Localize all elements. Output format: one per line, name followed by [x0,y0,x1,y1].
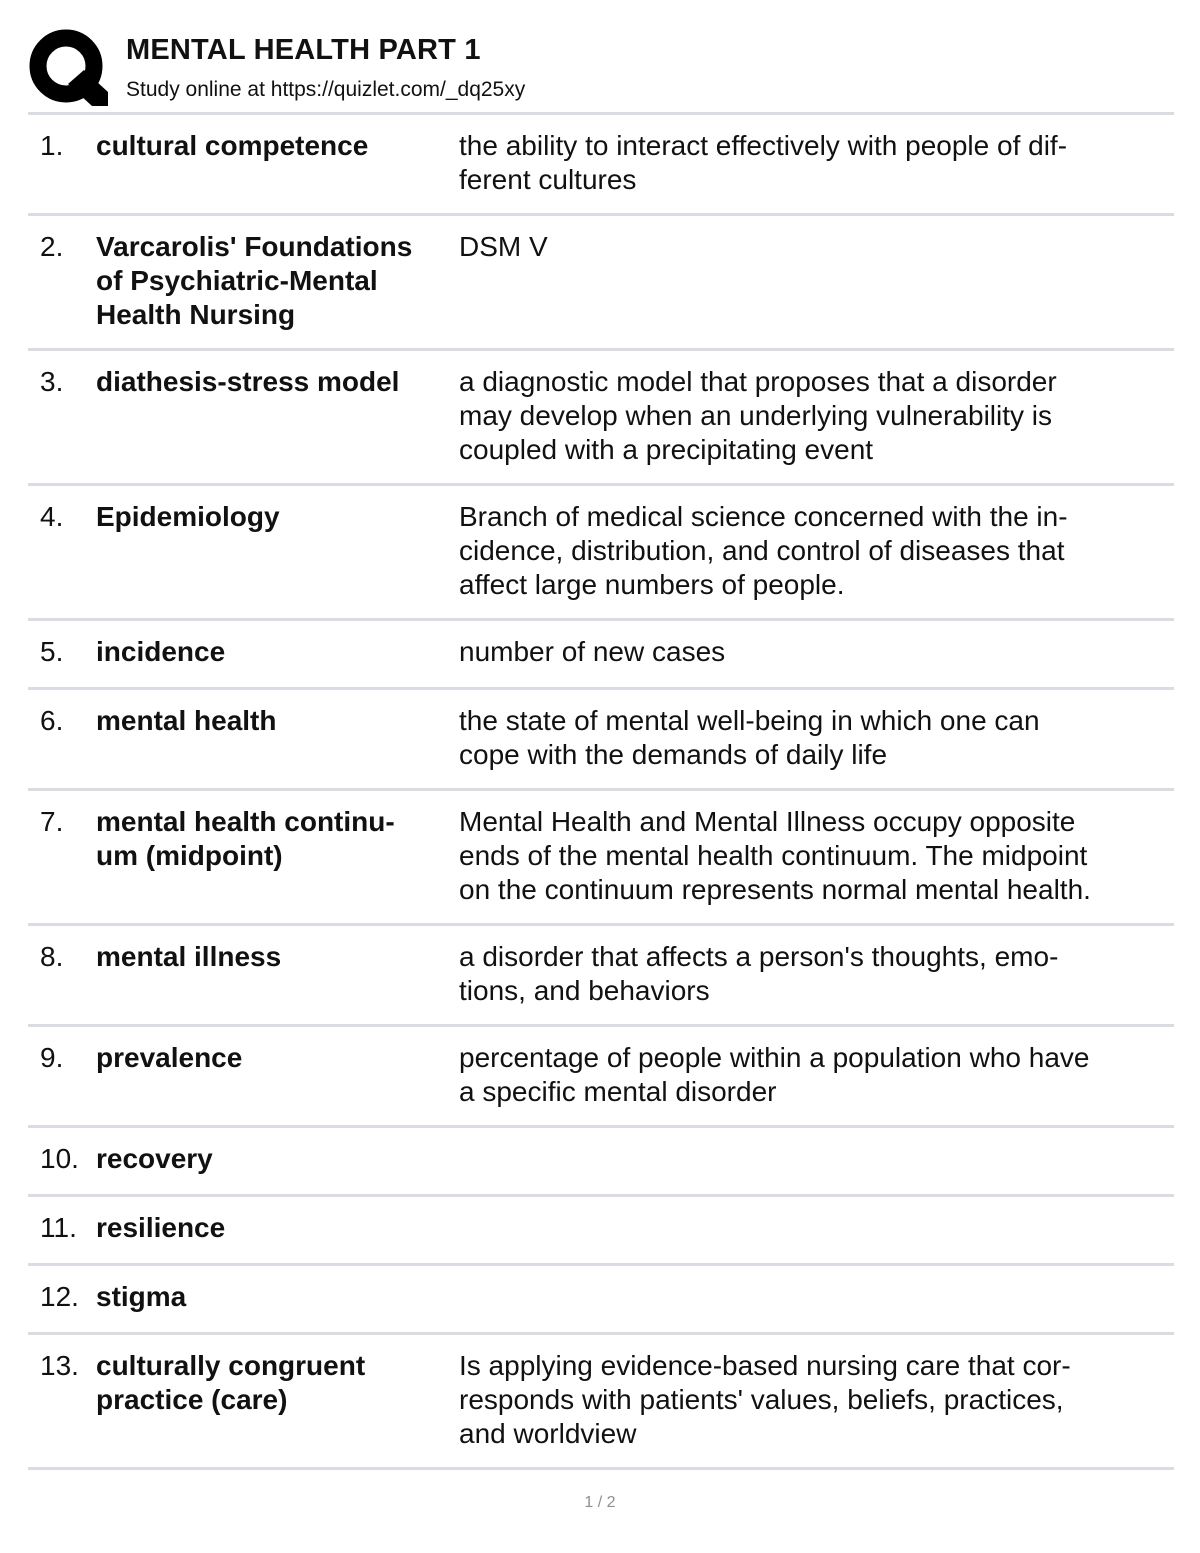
card-term [96,1280,458,1314]
card-term [96,805,458,873]
card-definition-line: ferent cultures [459,164,637,195]
card-definition-line: a disorder that affects a person's thoughts, emo- [459,941,1059,972]
card-term-line: resilience [96,1212,226,1243]
card-term [96,1211,458,1245]
card-number: 8. [40,941,64,972]
card-number: 4. [40,501,64,532]
flashcard-row [28,1335,1174,1470]
page-number: 1 / 2 [584,1494,616,1511]
card-definition-line: Mental Health and Mental Illness occupy opposite [459,806,1076,837]
card-definition-line: number of new cases [459,636,726,667]
card-number: 10. [40,1143,79,1174]
card-definition-line: a specific mental disorder [459,1076,777,1107]
card-term-line: prevalence [96,1042,243,1073]
card-definition [459,230,1165,264]
card-term [96,129,458,163]
card-definition-line: ends of the mental health continuum. The midpoint [459,840,1088,871]
card-term-line: cultural competence [96,130,369,161]
card-term [96,500,458,534]
card-definition-line: affect large numbers of people. [459,569,845,600]
card-definition-line: a diagnostic model that proposes that a disorder [459,366,1057,397]
flashcard-row [28,1027,1174,1128]
card-definition-line: DSM V [459,231,548,262]
card-term-line: mental illness [96,941,282,972]
card-number: 7. [40,806,64,837]
card-term-line: culturally congruent [96,1350,366,1381]
card-term [96,365,458,399]
card-term-line: practice (care) [96,1384,288,1415]
card-term [96,704,458,738]
card-term-line: Epidemiology [96,501,280,532]
card-definition-line: the ability to interact effectively with people of dif- [459,130,1068,161]
card-term-line: mental health [96,705,277,736]
card-term-line: um (midpoint) [96,840,283,871]
card-term-line: of Psychiatric-Mental [96,265,378,296]
card-definition-line: may develop when an underlying vulnerability is [459,400,1053,431]
card-term-line: incidence [96,636,226,667]
card-term [96,1142,458,1176]
flashcard-row [28,791,1174,926]
card-number: 1. [40,130,64,161]
flashcard-row [28,690,1174,791]
quizlet-q-logo-icon [28,28,108,108]
card-definition [459,940,1165,1008]
card-number: 9. [40,1042,64,1073]
card-definition-line: coupled with a precipitating event [459,434,874,465]
flashcard-row [28,926,1174,1027]
flashcard-row [28,1266,1174,1335]
card-definition [459,500,1165,602]
card-definition-line: cope with the demands of daily life [459,739,888,770]
card-term [96,940,458,974]
study-online-link[interactable]: Study online at https://quizlet.com/_dq25xy [126,78,526,101]
card-number: 3. [40,366,64,397]
card-term-line: recovery [96,1143,213,1174]
card-number: 11. [40,1212,77,1243]
card-definition [459,635,1165,669]
card-definition-line: tions, and behaviors [459,975,710,1006]
flashcard-row [28,216,1174,351]
card-definition [459,129,1165,197]
card-definition-line: Is applying evidence-based nursing care that cor- [459,1350,1071,1381]
card-definition-line: Branch of medical science concerned with the in- [459,501,1068,532]
card-term-line: diathesis-stress model [96,366,400,397]
card-definition-line: percentage of people within a population who have [459,1042,1090,1073]
flashcard-row [28,1197,1174,1266]
card-term [96,635,458,669]
card-term-line: Health Nursing [96,299,296,330]
card-definition-line: on the continuum represents normal mental health. [459,874,1091,905]
card-term-line: Varcarolis' Foundations [96,231,413,262]
card-term-line: mental health continu- [96,806,395,837]
card-number: 6. [40,705,64,736]
flashcard-list [28,115,1174,1470]
card-term [96,1041,458,1075]
card-number: 2. [40,231,64,262]
card-term [96,1349,458,1417]
flashcard-row [28,115,1174,216]
document-header [28,28,1174,112]
flashcard-row [28,486,1174,621]
flashcard-row [28,351,1174,486]
card-definition-line: the state of mental well-being in which one can [459,705,1040,736]
card-term-line: stigma [96,1281,187,1312]
card-number: 12. [40,1281,79,1312]
document-title: MENTAL HEALTH PART 1 [126,34,481,66]
card-number: 13. [40,1350,79,1381]
card-term [96,230,458,332]
card-definition-line: and worldview [459,1418,637,1449]
card-definition [459,365,1165,467]
card-definition [459,805,1165,907]
card-definition [459,704,1165,772]
card-definition [459,1041,1165,1109]
card-number: 5. [40,636,64,667]
flashcard-row [28,1128,1174,1197]
card-definition-line: cidence, distribution, and control of diseases that [459,535,1065,566]
flashcard-row [28,621,1174,690]
card-definition-line: responds with patients' values, beliefs, practices, [459,1384,1064,1415]
card-definition [459,1349,1165,1451]
